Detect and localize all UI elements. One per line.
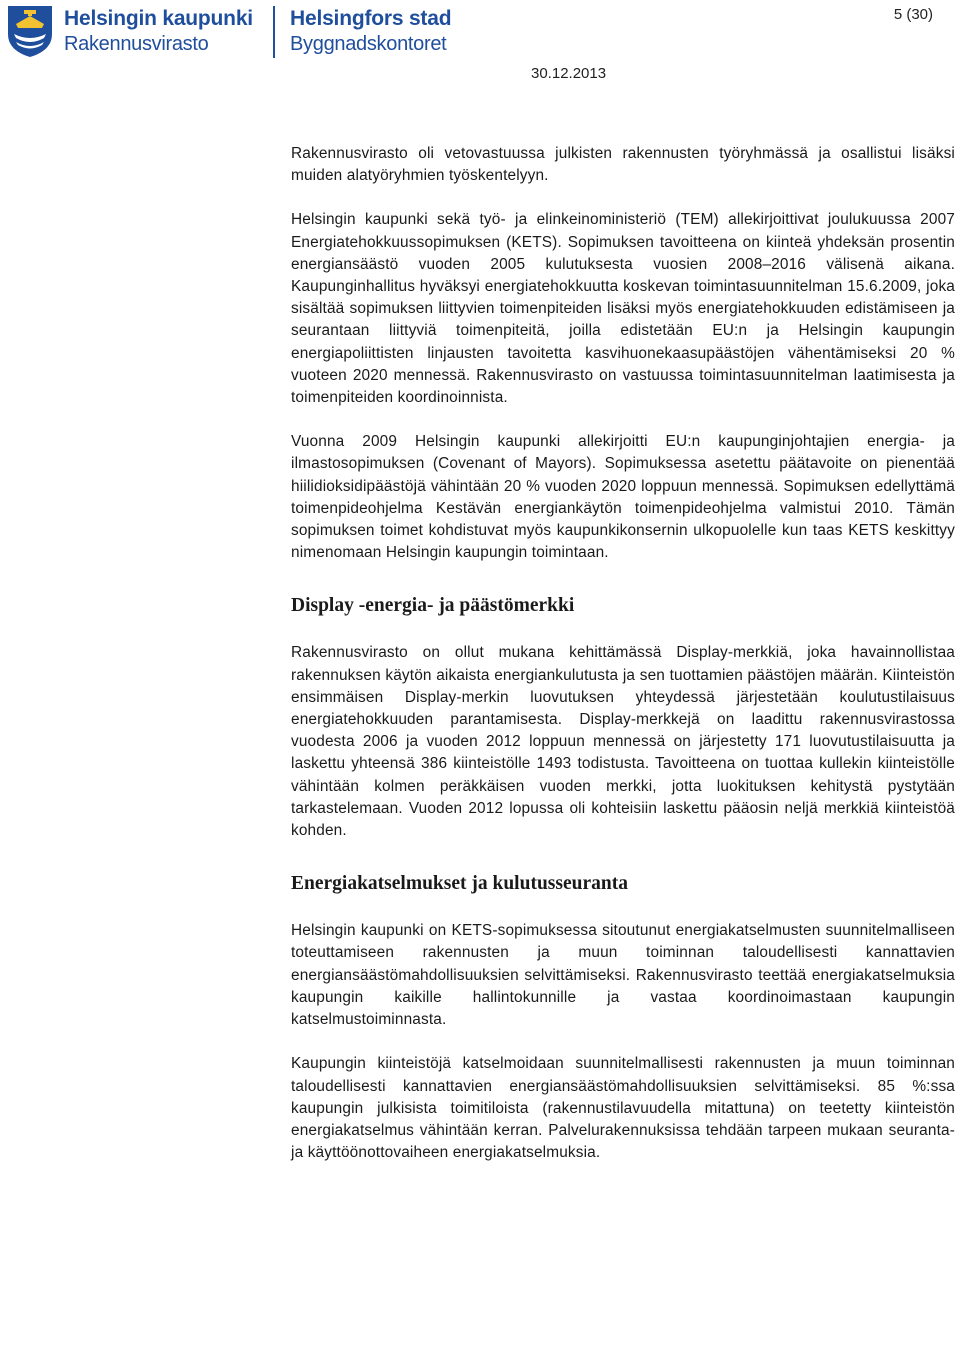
page-number: 5 (30) [893,6,933,23]
paragraph: Rakennusvirasto on ollut mukana kehittämässä Display-merkkiä, joka havainnollistaa rakennuksen käytön aikaista energiankulutusta ja sen tuottamien päästöjen määrän. Kiinteistön ensimmäisen Display-merkin luovutuksen yhteydessä järjestetään koulutustilaisuus energiatehokkuuden parantamisesta. Display-merkkejä on laadittu rakennusvirastossa vuodesta 2006 ja vuoden 2012 loppuun mennessä on järjestetty 171 luovutustilaisuutta ja laskettu yhteensä 386 kiinteistölle 1493 todistusta. Tavoitteena on tuottaa kullekin kiinteistölle vähintään kolmen peräkkäisen vuoden merkki, jotta luokituksen kehitystä pystytään tarkastelemaan. Vuoden 2012 lopussa oli kohteisiin laskettu pääosin neljä merkkiä kiinteistöä kohden. [291,644,955,840]
brand-swedish [290,6,451,56]
org-name-swedish: Helsingfors stad [290,7,452,30]
org-name-finnish: Helsingin kaupunki [64,7,253,30]
paragraph: Rakennusvirasto oli vetovastuussa julkisten rakennusten työryhmässä ja osallistui lisäksi muiden alatyöryhmien työskentelyyn. [291,145,955,185]
paragraph: Helsingin kaupunki sekä työ- ja elinkeinoministeriö (TEM) allekirjoittivat joulukuussa 2007 Energiatehokkuussopimuksen (KETS). Sopimuksen tavoitteena on kiinteä yhdeksän prosentin energiansäästö vuoden 2005 kulutuksesta vuosien 2008–2016 välisenä aikana. Kaupunginhallitus hyväksyi energiatehokkuutta koskevan toimintasuunnitelman 15.6.2009, joka sisältää sopimuksen liittyvien toimenpiteiden lisäksi myös energiatehokkuuden edistämiseen ja seurantaan liittyviä toimenpiteitä, joilla edistetään EU:n ja Helsingin kaupungin energiapoliittisten linjausten tavoitetta kasvihuonekaasupäästöjen vähentämiseksi 20 % vuoteen 2020 mennessä. Rakennusvirasto on vastuussa toimintasuunnitelman laatimisesta ja toimenpiteiden koordinoinnista. [291,211,955,407]
department-name-finnish: Rakennusvirasto [64,33,209,55]
department-name-swedish: Byggnadskontoret [290,33,447,55]
brand-divider [273,6,275,58]
document-body [291,143,955,1164]
paragraph: Vuonna 2009 Helsingin kaupunki allekirjoitti EU:n kaupunginjohtajien energia- ja ilmastosopimuksen (Covenant of Mayors). Sopimuksessa asetettu päätavoite on pienentää hiilidioksidipäästöjä vähintään 20 % vuoden 2020 loppuun mennessä. Sopimuksen edellyttämä toimenpideohjelma Kestävän energiankäytön toimenpideohjelma valmistui 2010. Tämän sopimuksen toimet kohdistuvat myös kaupunkikonsernin ulkopuolelle kun taas KETS keskittyy nimenomaan Helsingin kaupungin toimintaan. [291,433,955,562]
paragraph: Kaupungin kiinteistöjä katselmoidaan suunnitelmallisesti rakennusten ja muun toiminnan taloudellisesti kannattavien energiansäästömahdollisuuksien selvittämiseksi. 85 %:ssa kaupungin julkisista toimitiloista (rakennustilavuudella mitattuna) on teetetty kiinteistön energiakatselmus vähintään kerran. Palvelurakennuksissa tehdään tarpeen mukaan seuranta- ja käyttöönottovaiheen energiakatselmuksia. [291,1055,955,1162]
section-heading-energy-audits: Energiakatselmukset ja kulutusseuranta [291,873,628,895]
brand-finnish [64,6,253,56]
paragraph: Helsingin kaupunki on KETS-sopimuksessa sitoutunut energiakatselmusten suunnitelmalliseen toteuttamiseen rakennusten ja muun toiminnan taloudellisesti kannattavien energiansäästömahdollisuuksien selvittämiseksi. Rakennusvirasto teettää energiakatselmuksia kaupungin kaikille hallintokunnille ja vastaa koordinoimastaan kaupungin katselmustoiminnasta. [291,922,955,1029]
document-header [0,0,960,90]
document-date: 30.12.2013 [531,65,607,82]
section-heading-display: Display -energia- ja päästömerkki [291,595,575,617]
helsinki-crest-icon [6,4,54,58]
